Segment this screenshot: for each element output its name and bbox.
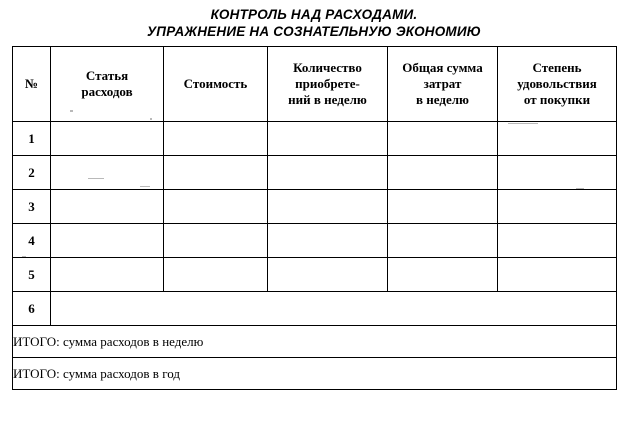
cell-quantity-1[interactable] <box>268 122 388 156</box>
column-header-quantity-line2: приобрете- <box>295 76 360 91</box>
cell-quantity-5[interactable] <box>268 258 388 292</box>
cell-expense-item-3[interactable] <box>51 190 164 224</box>
title-line-2: УПРАЖНЕНИЕ НА СОЗНАТЕЛЬНУЮ ЭКОНОМИЮ <box>146 24 482 39</box>
expenses-table-wrapper <box>12 46 616 390</box>
column-header-expense-item-line1: Статья <box>85 68 129 83</box>
column-header-expense-item-line2: расходов <box>81 84 133 99</box>
expenses-table <box>12 46 617 390</box>
row-number-4: 4 <box>13 224 51 258</box>
table-row <box>13 190 617 224</box>
cell-total-2[interactable] <box>388 156 498 190</box>
cell-expense-item-4[interactable] <box>51 224 164 258</box>
cell-total-4[interactable] <box>388 224 498 258</box>
table-row <box>13 224 617 258</box>
total-week-label: ИТОГО: сумма расходов в неделю <box>13 326 617 358</box>
column-header-satisfaction-line2: удовольствия <box>517 76 597 91</box>
cell-satisfaction-5[interactable] <box>498 258 617 292</box>
column-header-satisfaction-line1: Степень <box>532 60 582 75</box>
cell-cost-1[interactable] <box>164 122 268 156</box>
row-number-1: 1 <box>13 122 51 156</box>
cell-total-5[interactable] <box>388 258 498 292</box>
column-header-satisfaction <box>498 47 617 122</box>
cell-total-1[interactable] <box>388 122 498 156</box>
cell-quantity-3[interactable] <box>268 190 388 224</box>
column-header-quantity-line1: Количество <box>293 60 362 75</box>
column-header-total-line1: Общая сумма <box>402 60 483 75</box>
cell-cost-4[interactable] <box>164 224 268 258</box>
column-header-quantity-per-week <box>268 47 388 122</box>
cell-cost-5[interactable] <box>164 258 268 292</box>
cell-row-6-rest[interactable] <box>51 292 617 326</box>
title-line-1: КОНТРОЛЬ НАД РАСХОДАМИ. <box>210 7 418 22</box>
cell-satisfaction-2[interactable] <box>498 156 617 190</box>
cell-expense-item-1[interactable] <box>51 122 164 156</box>
cell-expense-item-5[interactable] <box>51 258 164 292</box>
table-total-row-week <box>13 326 617 358</box>
row-number-3: 3 <box>13 190 51 224</box>
total-year-label: ИТОГО: сумма расходов в год <box>13 358 617 390</box>
row-number-5: 5 <box>13 258 51 292</box>
cell-total-3[interactable] <box>388 190 498 224</box>
table-total-row-year <box>13 358 617 390</box>
cell-cost-2[interactable] <box>164 156 268 190</box>
row-number-2: 2 <box>13 156 51 190</box>
column-header-total-line3: в неделю <box>416 92 469 107</box>
cell-quantity-4[interactable] <box>268 224 388 258</box>
cell-cost-3[interactable] <box>164 190 268 224</box>
cell-satisfaction-1[interactable] <box>498 122 617 156</box>
document-title <box>0 6 628 40</box>
column-header-expense-item <box>51 47 164 122</box>
cell-satisfaction-3[interactable] <box>498 190 617 224</box>
column-header-cost <box>164 47 268 122</box>
column-header-cost-line1: Стоимость <box>183 76 248 91</box>
table-row <box>13 258 617 292</box>
table-row <box>13 156 617 190</box>
row-number-6: 6 <box>13 292 51 326</box>
table-row <box>13 122 617 156</box>
column-header-total-line2: затрат <box>423 76 462 91</box>
table-header-row <box>13 47 617 122</box>
column-header-satisfaction-line3: от покупки <box>523 92 591 107</box>
cell-quantity-2[interactable] <box>268 156 388 190</box>
column-header-total-per-week <box>388 47 498 122</box>
column-header-number: № <box>13 47 51 122</box>
cell-satisfaction-4[interactable] <box>498 224 617 258</box>
table-row <box>13 292 617 326</box>
column-header-quantity-line3: ний в неделю <box>288 92 367 107</box>
cell-expense-item-2[interactable] <box>51 156 164 190</box>
